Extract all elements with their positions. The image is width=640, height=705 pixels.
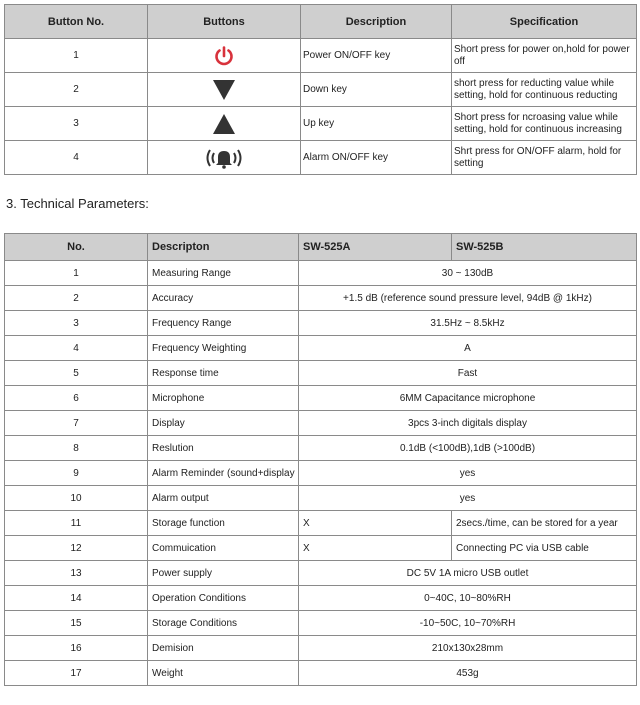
header-description: Descripton: [148, 234, 299, 261]
button-description: Up key: [301, 107, 452, 141]
button-specification: short press for reducting value while setting, hold for continuous reducting: [452, 73, 637, 107]
param-value: +1.5 dB (reference sound pressure level, 94dB @ 1kHz): [299, 286, 637, 311]
param-description: Frequency Range: [148, 311, 299, 336]
table-row: [5, 561, 637, 586]
button-description: Alarm ON/OFF key: [301, 141, 452, 175]
table-row: [5, 661, 637, 686]
param-value: A: [299, 336, 637, 361]
param-no: 16: [5, 636, 148, 661]
param-no: 10: [5, 486, 148, 511]
param-value: 30 ~ 130dB: [299, 261, 637, 286]
param-description: Frequency Weighting: [148, 336, 299, 361]
table-row: [5, 536, 637, 561]
param-no: 12: [5, 536, 148, 561]
param-value-sw-525a: X: [299, 536, 452, 561]
button-specification: Short press for power on,hold for power off: [452, 39, 637, 73]
params-table-header: [5, 234, 637, 261]
header-description: Description: [301, 5, 452, 39]
technical-parameters-table: [4, 233, 637, 686]
param-value: DC 5V 1A micro USB outlet: [299, 561, 637, 586]
table-row: [5, 361, 637, 386]
param-no: 11: [5, 511, 148, 536]
param-no: 17: [5, 661, 148, 686]
param-value: yes: [299, 486, 637, 511]
table-row: [5, 436, 637, 461]
table-row: [5, 386, 637, 411]
param-no: 13: [5, 561, 148, 586]
param-no: 2: [5, 286, 148, 311]
header-no: No.: [5, 234, 148, 261]
button-specification: Short press for ncroasing value while setting, hold for continuous increasing: [452, 107, 637, 141]
buttons-table-header: [5, 5, 637, 39]
param-value: 0.1dB (<100dB),1dB (>100dB): [299, 436, 637, 461]
param-description: Accuracy: [148, 286, 299, 311]
param-description: Weight: [148, 661, 299, 686]
param-description: Power supply: [148, 561, 299, 586]
param-value: -10~50C, 10~70%RH: [299, 611, 637, 636]
param-value-sw-525b: Connecting PC via USB cable: [452, 536, 637, 561]
section-heading: 3. Technical Parameters:: [6, 196, 149, 211]
param-no: 1: [5, 261, 148, 286]
alarm-bell-icon: [202, 146, 246, 170]
param-description: Alarm output: [148, 486, 299, 511]
param-description: Measuring Range: [148, 261, 299, 286]
button-icon-cell: [148, 73, 301, 107]
param-value: 210x130x28mm: [299, 636, 637, 661]
param-value: Fast: [299, 361, 637, 386]
param-value-sw-525a: X: [299, 511, 452, 536]
button-no: 4: [5, 141, 148, 175]
button-icon-cell: [148, 107, 301, 141]
table-row: [5, 336, 637, 361]
header-sw-525b: SW-525B: [452, 234, 637, 261]
param-value: 3pcs 3-inch digitals display: [299, 411, 637, 436]
param-description: Reslution: [148, 436, 299, 461]
button-description: Down key: [301, 73, 452, 107]
power-icon: [213, 45, 235, 67]
up-arrow-icon: [213, 114, 235, 134]
buttons-table: [4, 4, 637, 175]
button-icon-cell: [148, 141, 301, 175]
table-row: [5, 411, 637, 436]
button-no: 2: [5, 73, 148, 107]
table-row: [5, 311, 637, 336]
header-button-no: Button No.: [5, 5, 148, 39]
param-value: 6MM Capacitance microphone: [299, 386, 637, 411]
param-value: 0~40C, 10~80%RH: [299, 586, 637, 611]
table-row: [5, 611, 637, 636]
button-icon-cell: [148, 39, 301, 73]
table-row: [5, 107, 637, 141]
param-value: 31.5Hz ~ 8.5kHz: [299, 311, 637, 336]
button-no: 1: [5, 39, 148, 73]
param-no: 15: [5, 611, 148, 636]
table-row: [5, 141, 637, 175]
param-value-sw-525b: 2secs./time, can be stored for a year: [452, 511, 637, 536]
table-row: [5, 636, 637, 661]
down-arrow-icon: [213, 80, 235, 100]
param-description: Demision: [148, 636, 299, 661]
param-no: 7: [5, 411, 148, 436]
param-description: Storage Conditions: [148, 611, 299, 636]
table-row: [5, 486, 637, 511]
table-row: [5, 511, 637, 536]
header-specification: Specification: [452, 5, 637, 39]
param-description: Alarm Reminder (sound+display: [148, 461, 299, 486]
table-row: [5, 73, 637, 107]
param-value: 453g: [299, 661, 637, 686]
param-value: yes: [299, 461, 637, 486]
param-description: Response time: [148, 361, 299, 386]
table-row: [5, 39, 637, 73]
button-description: Power ON/OFF key: [301, 39, 452, 73]
table-row: [5, 261, 637, 286]
param-no: 9: [5, 461, 148, 486]
table-row: [5, 461, 637, 486]
param-no: 8: [5, 436, 148, 461]
button-no: 3: [5, 107, 148, 141]
param-description: Storage function: [148, 511, 299, 536]
header-sw-525a: SW-525A: [299, 234, 452, 261]
button-specification: Shrt press for ON/OFF alarm, hold for setting: [452, 141, 637, 175]
param-description: Display: [148, 411, 299, 436]
param-no: 5: [5, 361, 148, 386]
param-no: 4: [5, 336, 148, 361]
header-buttons: Buttons: [148, 5, 301, 39]
param-no: 14: [5, 586, 148, 611]
table-row: [5, 286, 637, 311]
param-no: 6: [5, 386, 148, 411]
param-description: Microphone: [148, 386, 299, 411]
table-row: [5, 586, 637, 611]
param-description: Commuication: [148, 536, 299, 561]
param-no: 3: [5, 311, 148, 336]
param-description: Operation Conditions: [148, 586, 299, 611]
